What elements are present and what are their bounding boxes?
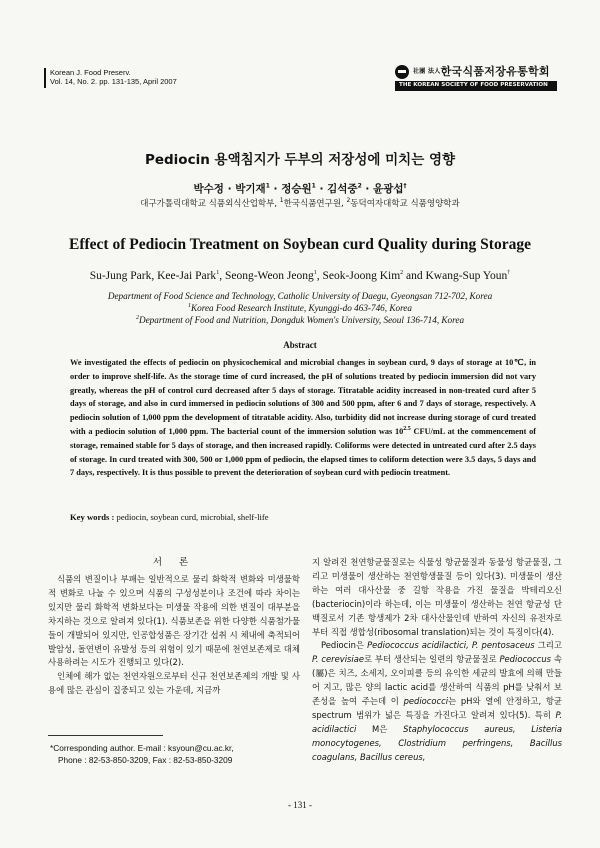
section-heading-introduction: 서 론 xyxy=(152,557,196,568)
page-number: - 131 - xyxy=(288,800,312,810)
abstract-body: We investigated the effects of pediocin on physicochemical and microbial changes in soybean curd, 9 days of storage at 10℃, in order to improve shelf-life. As the storage time of curd increased, the pH of solutions treated by pediocin immersion did not vary greatly, whereas the pH of control curd decreased after 5 days of storage. Titratable acidity increased in non-treated curd after 5 days of storage, and also in curd immersed in pediocin solutions of 300 and 500 ppm, after 6 and 7 days of storage, respectively. A pediocin solution of 1,000 ppm the development of titratable acidity. Also, turbidity did not increase during storage of curd treated with a pediocin solution of 1,000 ppm. The bacterial count of the immersion solution was $10^{2.5}$ CFU/mL at the commencement of storage, remained stable for 5 days of storage, and then increased rapidly. Coliforms were detected in untreated curd after 2.5 days of storage. In curd treated with 300, 500 or 1,000 ppm of pediocin, the elapsed times to coliform detection were 3.5 days, 5 days and 7 days, respectively. It is thus possible to prevent the deterioration of soybean curd with pediocin treatment. xyxy=(70,358,536,478)
affiliation-3: $^2$Department of Food and Nutrition, Dongduk Women's University, Seoul 136-714, Korea xyxy=(135,314,465,325)
title-english: Effect of Pediocin Treatment on Soybean curd Quality during Storage xyxy=(69,236,531,253)
keywords xyxy=(70,512,536,522)
affiliations-korean: 대구가톨릭대학교 식품외식산업학부, $^1$한국식품연구원, $^2$동덕여자대학교 식품영양학과 xyxy=(140,197,460,209)
journal-citation xyxy=(50,68,177,86)
intro-paragraph-1: 식품의 변질이나 부패는 일반적으로 물리 화학적 변화와 미생물학적 변화로 나눌 수 있으며 식품의 구성성분이나 조건에 따라 차이는 있지만 물리 화학적 변화보다는 미생물 작용에 의한 변질이 대부분을 차지하는 것으로 알려져 있다(1). 식품보존을 위한 다양한 식품첨가물들이 개발되어 있지만, 인공합성품은 장기간 섭취 시 체내에 축적되어 발암성, 돌연변이 유발성 등의 위험이 있기 때문에 천연보존제로 대체 사용하려는 시도가 진행되고 있다(2). xyxy=(48,574,300,668)
citation-rule xyxy=(44,68,46,88)
intro-left-column xyxy=(48,573,300,698)
intro-paragraph-4: Pediocin은 Pediococcus acidilactici, P. pentosaceus 그리고 P. cerevisiae로 부터 생산되는 일련의 항균물질로 Pediococcus 속(屬)은 치즈, 소세지, 오이피클 등의 유익한 세균의 발효에 의해 만들어 지고, 많은 양의 lactic acid를 생산하여 식품의 pH를 낮춰서 보존성을 높여 주는데 이 pediococci는 pH와 열에 안정하고, 항균 spectrum 범위가 넓은 특징을 가진다고 알려져 있다(5). 특히 P. acidilactici M은 Staphylococcus aureus, Listeria monocytogenes, Clostridium perfringens, Bacillus coagulans, Bacillus cereus, xyxy=(312,640,562,762)
affiliation-1: Department of Food Science and Technology, Catholic University of Daegu, Gyeongsan 712-702, Korea xyxy=(107,291,493,301)
authors-english: Su-Jung Park, Kee-Jai Park$^1$, Seong-Weon Jeong$^1$, Seok-Joong Kim$^2$ and Kwang-Sup Youn† xyxy=(89,270,511,282)
society-name-en: THE KOREAN SOCIETY OF FOOD PRESERVATION xyxy=(399,82,548,88)
title-korean: Pediocin 용액침지가 두부의 저장성에 미치는 영향 xyxy=(144,152,456,168)
affiliation-2: $^1$Korea Food Research Institute, Kyunggi-do 463-746, Korea xyxy=(188,302,412,313)
society-name-kr: 社團 法人한국식품저장유통학회 xyxy=(413,65,550,78)
abstract-heading: Abstract xyxy=(283,340,317,350)
journal-name: Korean J. Food Preserv. xyxy=(50,68,131,77)
footnote-divider xyxy=(48,735,163,736)
keywords-label: Key words : xyxy=(70,512,115,522)
affiliations-english xyxy=(0,290,600,326)
journal-volume: Vol. 14, No. 2. pp. 131-135, April 2007 xyxy=(50,77,177,86)
intro-paragraph-2: 인체에 해가 없는 천연자원으로부터 신규 천연보존제의 개발 및 사용에 많은 관심이 집중되고 있는 가운데, 지금까 xyxy=(48,671,300,696)
society-emblem-icon xyxy=(395,65,409,79)
authors-korean: 박수정 · 박기재$^1$ · 정승원$^1$ · 김석중$^2$ · 윤광섭† xyxy=(193,182,407,195)
corresponding-author-footnote: *Corresponding author. E-mail : ksyoun@cu.ac.kr, Phone : 82-53-850-3209, Fax : 82-53-850-3209 xyxy=(50,743,234,765)
intro-paragraph-3: 지 알려진 천연항균물질로는 식물성 항균물질과 동물성 항균물질, 그리고 미생물이 생산하는 천연항생물질 등이 있다(3). 미생물이 생산하는 여러 대사산물 중 길항 작용을 가진 물질을 박테리오신(bacteriocin)이라 하는데, 이는 미생물이 생산하는 천연 항균성 단백질로서 기존 항생제가 2차 대사산물인데 반하여 자신의 유전자로부터 직접 생합성(ribosomal translation)되는 것이 특징이다(4). xyxy=(312,557,562,637)
intro-right-column xyxy=(312,556,562,765)
keywords-list: pediocin, soybean curd, microbial, shelf-life xyxy=(114,512,269,522)
